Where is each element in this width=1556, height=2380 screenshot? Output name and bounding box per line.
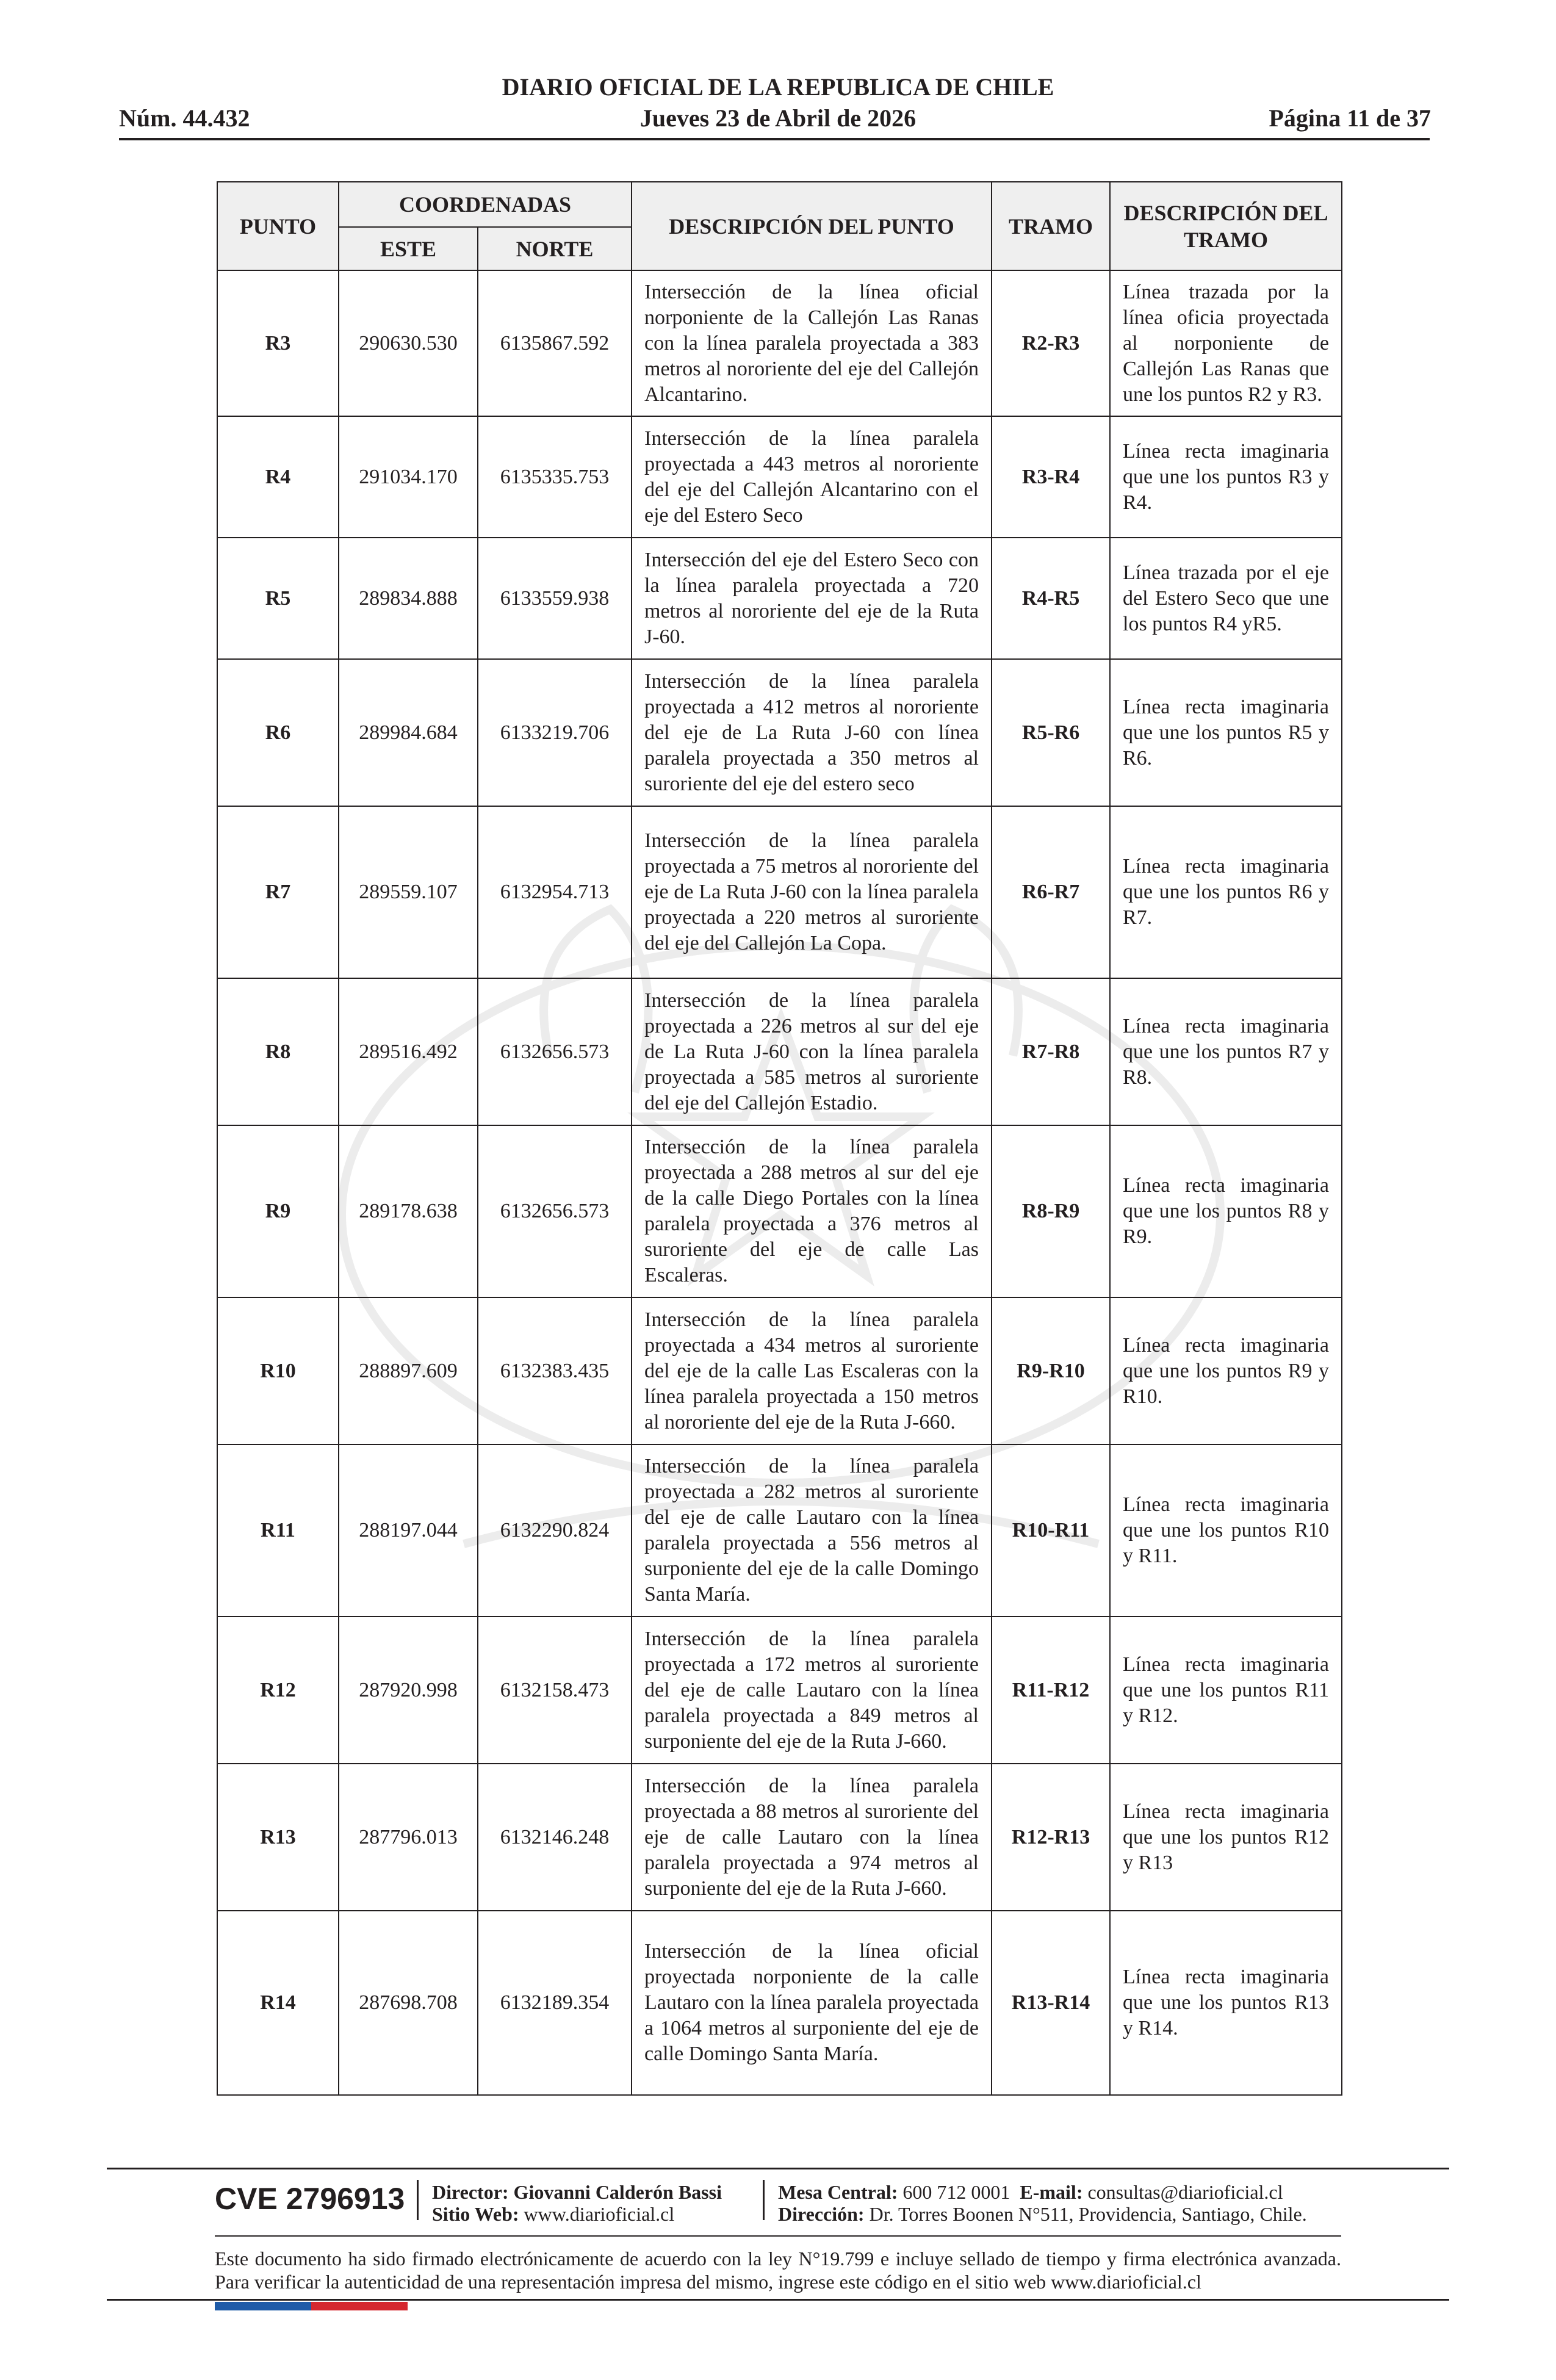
table-row [217, 538, 1342, 659]
footer-separator [417, 2180, 419, 2220]
cell-tramo: R3-R4 [992, 416, 1110, 538]
header-divider [119, 138, 1430, 140]
cell-punto: R9 [217, 1125, 339, 1297]
table-row [217, 1617, 1342, 1764]
cell-tramo: R2-R3 [992, 270, 1110, 416]
cell-norte: 6133219.706 [478, 659, 632, 806]
cell-descripcion-tramo: Línea recta imaginaria que une los puntos R12 y R13 [1110, 1764, 1342, 1911]
director-block [432, 2181, 722, 2225]
cell-descripcion: Intersección de la línea oficial norponiente de la Callejón Las Ranas con la línea paralela proyectada a 383 metros al nororiente del eje del Callejón Alcantarino. [632, 270, 992, 416]
cell-descripcion-tramo: Línea recta imaginaria que une los puntos R7 y R8. [1110, 978, 1342, 1125]
cell-norte: 6135867.592 [478, 270, 632, 416]
cve-code: CVE 2796913 [215, 2182, 405, 2216]
cell-descripcion-tramo: Línea recta imaginaria que une los puntos R10 y R11. [1110, 1444, 1342, 1617]
cell-descripcion: Intersección de la línea paralela proyectada a 434 metros al suroriente del eje de la calle Las Escaleras con la línea paralela proyectada a 150 metros al nororiente del eje de la Ruta J-660. [632, 1297, 992, 1444]
table-row [217, 416, 1342, 538]
cell-descripcion-tramo: Línea recta imaginaria que une los puntos R9 y R10. [1110, 1297, 1342, 1444]
cell-descripcion: Intersección de la línea paralela proyectada a 288 metros al sur del eje de la calle Diego Portales con la línea paralela proyectada a 376 metros al suroriente del eje de calle Las Escaleras. [632, 1125, 992, 1297]
cell-tramo: R4-R5 [992, 538, 1110, 659]
cell-este: 289516.492 [339, 978, 478, 1125]
issue-number: Núm. 44.432 [119, 104, 250, 132]
cell-este: 290630.530 [339, 270, 478, 416]
cell-este: 289834.888 [339, 538, 478, 659]
cell-norte: 6132656.573 [478, 1125, 632, 1297]
header-norte: NORTE [478, 227, 632, 270]
mesa-label: Mesa Central: [778, 2181, 898, 2203]
cell-tramo: R6-R7 [992, 806, 1110, 978]
cell-este: 288197.044 [339, 1444, 478, 1617]
cell-descripcion: Intersección de la línea paralela proyectada a 412 metros al nororiente del eje de La Ruta J-60 con línea paralela proyectada a 350 metros al suroriente del eje del estero seco [632, 659, 992, 806]
contact-block [778, 2181, 1307, 2225]
page-number: Página 11 de 37 [1269, 104, 1431, 132]
cell-norte: 6132146.248 [478, 1764, 632, 1911]
cell-tramo: R8-R9 [992, 1125, 1110, 1297]
cell-punto: R3 [217, 270, 339, 416]
cell-descripcion: Intersección del eje del Estero Seco con la línea paralela proyectada a 720 metros al nororiente del eje de la Ruta J-60. [632, 538, 992, 659]
cell-este: 288897.609 [339, 1297, 478, 1444]
footer-divider [107, 2299, 1449, 2301]
cell-norte: 6132656.573 [478, 978, 632, 1125]
table-row [217, 1444, 1342, 1617]
email-link[interactable]: consultas@diarioficial.cl [1087, 2181, 1283, 2203]
cell-tramo: R13-R14 [992, 1911, 1110, 2095]
web-label: Sitio Web: [432, 2203, 519, 2225]
cell-este: 287796.013 [339, 1764, 478, 1911]
cell-descripcion-tramo: Línea recta imaginaria que une los puntos R8 y R9. [1110, 1125, 1342, 1297]
cell-punto: R11 [217, 1444, 339, 1617]
cell-norte: 6132189.354 [478, 1911, 632, 2095]
flag-stripe-red [311, 2302, 408, 2310]
newspaper-title: DIARIO OFICIAL DE LA REPUBLICA DE CHILE [502, 73, 1054, 101]
mesa-phone: 600 712 0001 [902, 2181, 1010, 2203]
header-punto: PUNTO [217, 182, 339, 270]
cell-norte: 6135335.753 [478, 416, 632, 538]
web-link[interactable]: www.diarioficial.cl [524, 2203, 675, 2225]
cell-norte: 6132954.713 [478, 806, 632, 978]
cell-este: 289984.684 [339, 659, 478, 806]
header-descripcion-punto: DESCRIPCIÓN DEL PUNTO [632, 182, 992, 270]
cell-descripcion-tramo: Línea trazada por la línea oficia proyectada al norponiente de Callejón Las Ranas que une los puntos R2 y R3. [1110, 270, 1342, 416]
cell-descripcion: Intersección de la línea paralela proyectada a 172 metros al suroriente del eje de calle Lautaro con la línea paralela proyectada a 849 metros al surponiente del eje de la Ruta J-660. [632, 1617, 992, 1764]
cell-punto: R7 [217, 806, 339, 978]
email-label: E-mail: [1020, 2181, 1083, 2203]
cell-este: 289178.638 [339, 1125, 478, 1297]
cell-punto: R4 [217, 416, 339, 538]
cell-punto: R14 [217, 1911, 339, 2095]
cell-descripcion: Intersección de la línea paralela proyectada a 226 metros al sur del eje de La Ruta J-60 con la línea paralela proyectada a 585 metros al suroriente del eje del Callejón Estadio. [632, 978, 992, 1125]
cell-este: 289559.107 [339, 806, 478, 978]
cell-descripcion-tramo: Línea recta imaginaria que une los puntos R6 y R7. [1110, 806, 1342, 978]
cell-este: 287698.708 [339, 1911, 478, 2095]
issue-date: Jueves 23 de Abril de 2026 [639, 104, 917, 132]
cell-descripcion-tramo: Línea trazada por el eje del Estero Seco que une los puntos R4 yR5. [1110, 538, 1342, 659]
cell-tramo: R10-R11 [992, 1444, 1110, 1617]
table-row [217, 1125, 1342, 1297]
cell-tramo: R9-R10 [992, 1297, 1110, 1444]
cell-punto: R12 [217, 1617, 339, 1764]
cell-descripcion-tramo: Línea recta imaginaria que une los puntos R13 y R14. [1110, 1911, 1342, 2095]
cell-descripcion: Intersección de la línea paralela proyectada a 282 metros al suroriente del eje de calle Lautaro con la línea paralela proyectada a 556 metros al surponiente del eje de la calle Domingo Santa María. [632, 1444, 992, 1617]
table-row [217, 1911, 1342, 2095]
cell-norte: 6132290.824 [478, 1444, 632, 1617]
flag-stripe-blue [215, 2302, 311, 2310]
cell-norte: 6132383.435 [478, 1297, 632, 1444]
footer-separator [763, 2180, 765, 2220]
address-value: Dr. Torres Boonen N°511, Providencia, Santiago, Chile. [869, 2203, 1307, 2225]
table-row [217, 1297, 1342, 1444]
coordinates-table [217, 181, 1342, 2096]
header-descripcion-tramo: DESCRIPCIÓN DEL TRAMO [1110, 182, 1342, 270]
director-name: Giovanni Calderón Bassi [513, 2181, 722, 2203]
cell-descripcion-tramo: Línea recta imaginaria que une los puntos R11 y R12. [1110, 1617, 1342, 1764]
header-coordenadas: COORDENADAS [339, 182, 632, 227]
cell-este: 291034.170 [339, 416, 478, 538]
cell-descripcion: Intersección de la línea paralela proyectada a 75 metros al nororiente del eje de La Ruta J-60 con la línea paralela proyectada a 220 metros al suroriente del eje del Callejón La Copa. [632, 806, 992, 978]
table-row [217, 659, 1342, 806]
cell-norte: 6133559.938 [478, 538, 632, 659]
table-row [217, 806, 1342, 978]
footer-divider [107, 2168, 1449, 2169]
cell-tramo: R5-R6 [992, 659, 1110, 806]
cell-punto: R8 [217, 978, 339, 1125]
cell-punto: R10 [217, 1297, 339, 1444]
cell-descripcion-tramo: Línea recta imaginaria que une los puntos R5 y R6. [1110, 659, 1342, 806]
address-label: Dirección: [778, 2203, 865, 2225]
cell-este: 287920.998 [339, 1617, 478, 1764]
director-label: Director: [432, 2181, 509, 2203]
table-row [217, 1764, 1342, 1911]
cell-tramo: R11-R12 [992, 1617, 1110, 1764]
cell-descripcion: Intersección de la línea paralela proyectada a 443 metros al nororiente del eje del Callejón Alcantarino con el eje del Estero Seco [632, 416, 992, 538]
table-row [217, 270, 1342, 416]
cell-descripcion: Intersección de la línea oficial proyectada norponiente de la calle Lautaro con la línea paralela proyectada a 1064 metros al surponiente del eje de calle Domingo Santa María. [632, 1911, 992, 2095]
cell-descripcion: Intersección de la línea paralela proyectada a 88 metros al suroriente del eje de calle Lautaro con la línea paralela proyectada a 974 metros al surponiente del eje de la Ruta J-660. [632, 1764, 992, 1911]
cell-punto: R5 [217, 538, 339, 659]
cell-descripcion-tramo: Línea recta imaginaria que une los puntos R3 y R4. [1110, 416, 1342, 538]
cell-tramo: R12-R13 [992, 1764, 1110, 1911]
cell-tramo: R7-R8 [992, 978, 1110, 1125]
footer-divider [215, 2235, 1341, 2237]
table-row [217, 978, 1342, 1125]
header-tramo: TRAMO [992, 182, 1110, 270]
cell-punto: R13 [217, 1764, 339, 1911]
header-este: ESTE [339, 227, 478, 270]
cell-norte: 6132158.473 [478, 1617, 632, 1764]
cell-punto: R6 [217, 659, 339, 806]
legal-notice: Este documento ha sido firmado electrónicamente de acuerdo con la ley N°19.799 e incluye sellado de tiempo y firma electrónica avanzada. Para verificar la autenticidad de una representación impresa del mismo, ingrese este código en el sitio web www.diarioficial.cl [215, 2248, 1341, 2293]
